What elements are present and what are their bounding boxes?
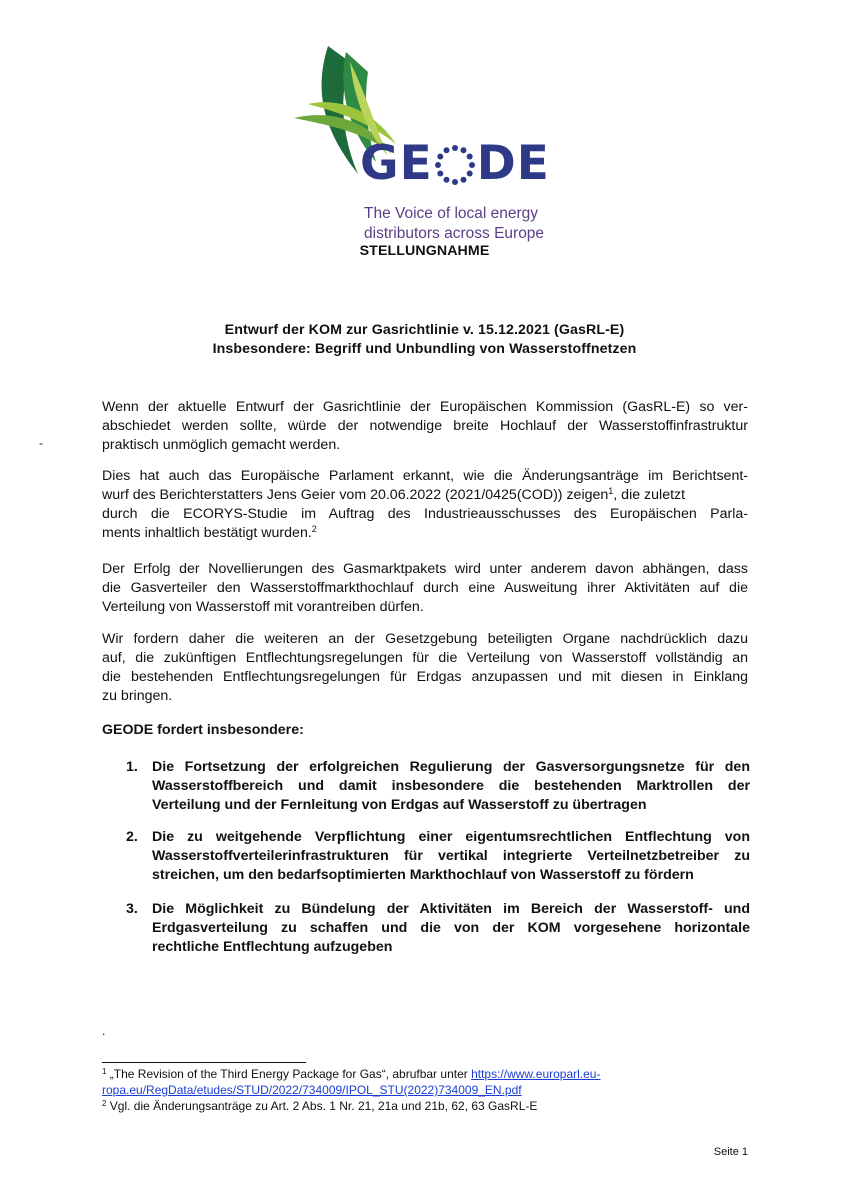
paragraph-1 — [102, 398, 748, 455]
demand-number: 2. — [126, 829, 138, 845]
document-title: STELLUNGNAHME — [359, 243, 490, 259]
footnote-link[interactable]: https://www.europarl.eu- — [471, 1067, 601, 1081]
subtitle-line2: Insbesondere: Begriff und Unbundling von Wasserstoffnetzen — [212, 341, 637, 357]
paragraph-line: Verteilung von Wasserstoff mit vorantreiben dürfen. — [102, 599, 424, 615]
demand-line: Die Fortsetzung der erfolgreichen Regulierung der Gasversorgungsnetze für den — [152, 759, 750, 775]
paragraph-line — [102, 524, 748, 543]
paragraph-line: Wenn der aktuelle Entwurf der Gasrichtlinie der Europäischen Kommission (GasRL-E) so ver- — [102, 399, 748, 415]
footnote-separator — [102, 1062, 306, 1063]
demand-line: rechtliche Entflechtung aufzugeben — [152, 939, 393, 955]
footnote-number: 2 — [102, 1099, 107, 1108]
footnote-1 — [102, 1066, 748, 1098]
demand-line: streichen, um den bedarfsoptimierten Markthochlauf von Wasserstoff zu fördern — [152, 867, 694, 883]
footnote-text: „The Revision of the Third Energy Package for Gas“, abrufbar unter — [106, 1067, 472, 1081]
paragraph-line: die bestehenden Entflechtungsregelungen für Erdgas anzupassen und mit diesen in Einklang — [102, 669, 748, 685]
paragraph-line — [102, 486, 748, 505]
wordmark-right: DE — [476, 136, 550, 191]
footnote-ref-2[interactable]: 2 — [311, 524, 317, 534]
paragraph-text: ments inhaltlich bestätigt wurden. — [102, 525, 312, 541]
footnote-ref-1[interactable]: 1 — [608, 486, 614, 496]
footnote-link[interactable]: ropa.eu/RegData/etudes/STUD/2022/734009/IPOL_STU(2022)734009_EN.pdf — [102, 1083, 522, 1097]
geode-wordmark — [360, 136, 550, 191]
paragraph-line: auf, die zukünftigen Entflechtungsregelungen für die Verteilung von Wasserstoff vollständig an — [102, 650, 748, 666]
paragraph-line: die Gasverteiler den Wasserstoffmarkthochlauf durch eine Ausweitung ihrer Aktivitäten auf die — [102, 580, 748, 596]
demand-line: Wasserstoffverteilerinfrastrukturen für vertikal integrierte Verteilnetzbetreiber zu — [152, 848, 750, 864]
demand-number: 1. — [126, 759, 138, 775]
logo-tagline-line1: The Voice of local energy — [364, 205, 539, 222]
demands-heading: GEODE fordert insbesondere: — [102, 722, 304, 738]
paragraph-line: Der Erfolg der Novellierungen des Gasmarktpakets wird unter anderem davon abhängen, dass — [102, 561, 748, 577]
demand-line: Die Möglichkeit zu Bündelung der Aktivitäten im Bereich der Wasserstoff- und — [152, 901, 750, 917]
subtitle-line1: Entwurf der KOM zur Gasrichtlinie v. 15.12.2021 (GasRL-E) — [224, 322, 625, 338]
logo-tagline-line2: distributors across Europe — [364, 225, 545, 242]
eu-star-circle-icon — [435, 145, 475, 185]
paragraph-line: Dies hat auch das Europäische Parlament erkannt, wie die Änderungsanträge im Berichtsent- — [102, 468, 748, 484]
margin-dot: . — [102, 1024, 106, 1038]
paragraph-4 — [102, 630, 748, 706]
paragraph-text: , die zuletzt — [613, 487, 686, 503]
demand-line: Verteilung und der Fernleitung von Erdgas auf Wasserstoff zu übertragen — [152, 797, 647, 813]
paragraph-line: praktisch unmöglich gemacht werden. — [102, 437, 341, 453]
demand-line: Erdgasverteilung zu schaffen und die von der KOM vorgesehene horizontale — [152, 920, 750, 936]
paragraph-2 — [102, 467, 748, 543]
demand-line: Wasserstoffbereich und damit insbesondere die bestehenden Marktrollen der — [152, 778, 750, 794]
margin-dash: - — [39, 436, 43, 450]
footnote-2 — [102, 1098, 748, 1114]
paragraph-line: durch die ECORYS-Studie im Auftrag des Industrieausschusses des Europäischen Parla- — [102, 506, 748, 522]
geode-logo — [288, 44, 568, 242]
demand-number: 3. — [126, 901, 138, 917]
wordmark-left: GE — [360, 136, 433, 191]
paragraph-3 — [102, 560, 748, 617]
footnote-text: Vgl. die Änderungsanträge zu Art. 2 Abs. 1 Nr. 21, 21a und 21b, 62, 63 GasRL-E — [106, 1099, 538, 1113]
paragraph-line: Wir fordern daher die weiteren an der Gesetzgebung beteiligten Organe nachdrücklich dazu — [102, 631, 748, 647]
page-number: Seite 1 — [713, 1146, 748, 1158]
paragraph-text: wurf des Berichterstatters Jens Geier vom 20.06.2022 (2021/0425(COD)) zeigen — [102, 487, 609, 503]
footnote-number: 1 — [102, 1067, 107, 1076]
paragraph-line: abschiedet werden sollte, würde der notwendige breite Hochlauf der Wasserstoffinfrastruktur — [102, 418, 748, 434]
paragraph-line: zu bringen. — [102, 688, 173, 704]
demand-line: Die zu weitgehende Verpflichtung einer eigentumsrechtlichen Entflechtung von — [152, 829, 750, 845]
